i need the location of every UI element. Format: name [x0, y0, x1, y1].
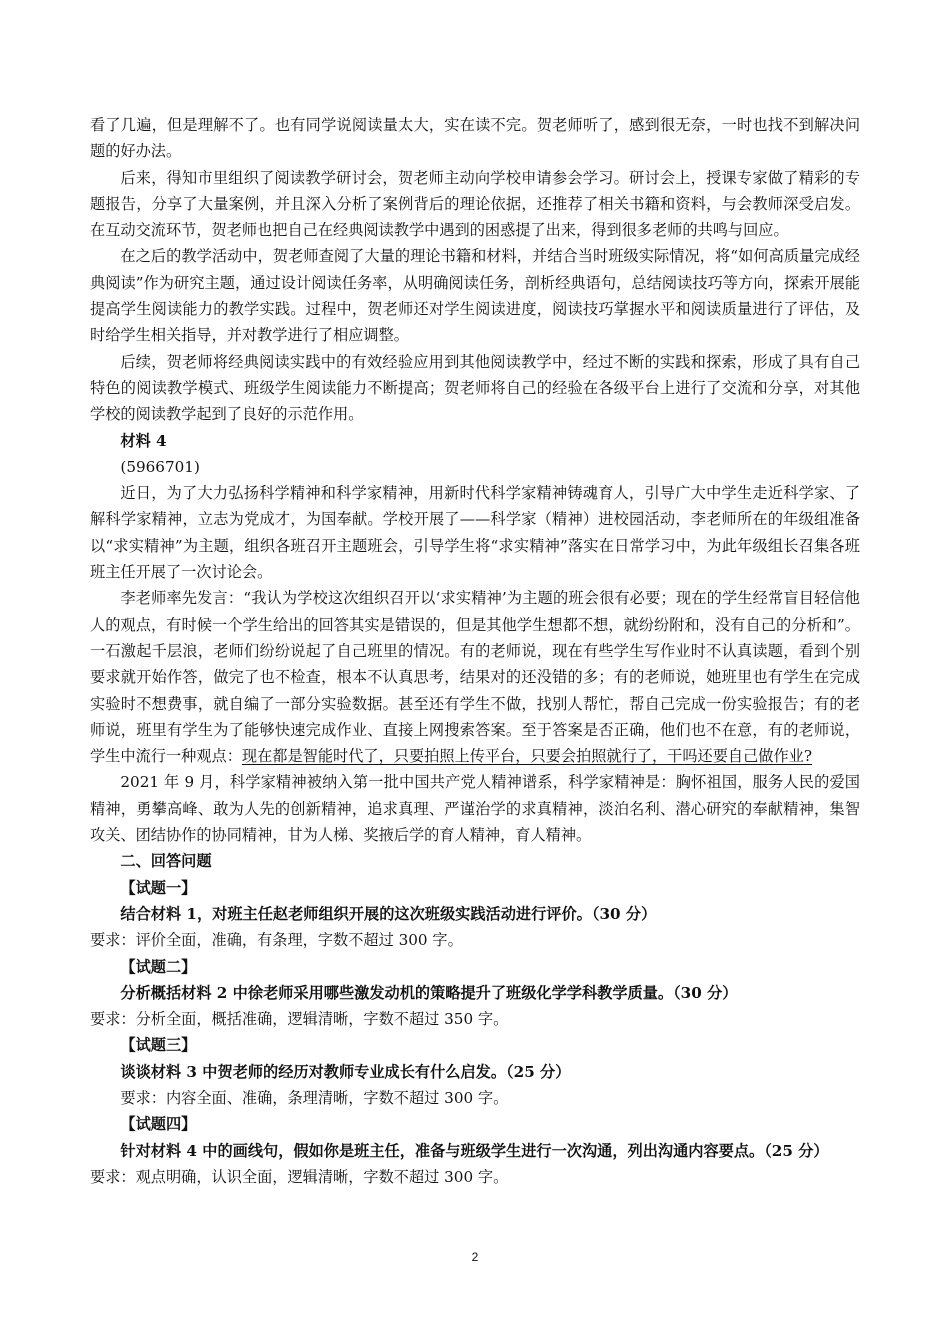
material4-heading: 材料 4 [120, 431, 167, 450]
material4-paragraph-2 [90, 585, 860, 769]
question-4-text: 针对材料 4 中的画线句，假如你是班主任，准备与班级学生进行一次沟通，列出沟通内容要点。（25 分） [120, 1141, 829, 1160]
question-2-text: 分析概括材料 2 中徐老师采用哪些激发动机的策略提升了班级化学学科教学质量。（30 分） [120, 983, 738, 1002]
question-4-requirement: 要求：观点明确，认识全面，逻辑清晰，字数不超过 300 字。 [90, 1167, 509, 1186]
material3-paragraph-2: 在之后的教学活动中，贺老师查阅了大量的理论书籍和材料，并结合当时班级实际情况，将“如何高质量完成经典阅读”作为研究主题，通过设计阅读任务率，从明确阅读任务，剖析经典语句，总结阅读技巧等方向，探索开展能提高学生阅读能力的教学实践。过程中，贺老师还对学生阅读进度，阅读技巧掌握水平和阅读质量进行了评估，及时给学生相关指导，并对教学进行了相应调整。 [90, 247, 860, 345]
question-1-requirement: 要求：评价全面，准确，有条理，字数不超过 300 字。 [90, 931, 463, 950]
material4-paragraph-2-text: 李老师率先发言：“我认为学校这次组织召开以‘求实精神’为主题的班会很有必要；现在的学生经常盲目轻信他人的观点，有时候一个学生给出的回答其实是错误的，但是其他学生想都不想，就纷纷附和，没有自己的分析和”。一石激起千层浪，老师们纷纷说起了自己班里的情况。有的老师说，现在有些学生写作业时不认真读题，看到个别要求就开始作答，做完了也不检查，根本不认真思考，结果对的还没错的多；有的老师说，她班里也有学生在完成实验时不想费事，就自编了一部分实验数据。甚至还有学生不做，找别人帮忙，帮自己完成一份实验报告；有的老师说，班里有学生为了能够快速完成作业、直接上网搜索答案。至于答案是否正确，他们也不在意，有的老师说，学生中流行一种观点： [90, 589, 860, 766]
material3-paragraph-1: 后来，得知市里组织了阅读教学研讨会，贺老师主动向学校申请参会学习。研讨会上，授课专家做了精彩的专题报告，分享了大量案例，并且深入分析了案例背后的理论依据，还推荐了相关书籍和资料，与会教师深受启发。在互动交流环节，贺老师也把自己在经典阅读教学中遇到的困惑提了出来，得到很多老师的共鸣与回应。 [90, 168, 860, 240]
page-number: 2 [471, 1250, 479, 1264]
material3-paragraph-3: 后续，贺老师将经典阅读实践中的有效经验应用到其他阅读教学中，经过不断的实践和探索，形成了具有自己特色的阅读教学模式、班级学生阅读能力不断提高；贺老师将自己的经验在各级平台上进行了交流和分享，对其他学校的阅读教学起到了良好的示范作用。 [90, 352, 860, 424]
question-1-text: 结合材料 1，对班主任赵老师组织开展的这次班级实践活动进行评价。（30 分） [120, 904, 657, 923]
question-3-label: 【试题三】 [120, 1036, 197, 1055]
question-2-requirement: 要求：分析全面，概括准确，逻辑清晰，字数不超过 350 字。 [90, 1010, 509, 1029]
question-4-label: 【试题四】 [120, 1115, 197, 1134]
underlined-sentence: 现在都是智能时代了，只要拍照上传平台，只要会拍照就行了，干吗还要自己做作业? [241, 747, 812, 766]
question-3-requirement: 要求：内容全面、准确，条理清晰，字数不超过 300 字。 [120, 1088, 509, 1107]
material4-code: (5966701) [120, 457, 200, 476]
section-heading: 二、回答问题 [120, 852, 212, 871]
material4-paragraph-3: 2021 年 9 月，科学家精神被纳入第一批中国共产党人精神谱系，科学家精神是：胸怀祖国，服务人民的爱国精神，勇攀高峰、敢为人先的创新精神，追求真理、严谨治学的求真精神，淡泊名利、潜心研究的奉献精神，集智攻关、团结协作的协同精神，甘为人梯、奖掖后学的育人精神，育人精神。 [90, 773, 860, 845]
question-2-label: 【试题二】 [120, 957, 197, 976]
question-1-label: 【试题一】 [120, 878, 197, 897]
question-3-text: 谈谈材料 3 中贺老师的经历对教师专业成长有什么启发。（25 分） [120, 1062, 571, 1081]
material4-paragraph-1: 近日，为了大力弘扬科学精神和科学家精神，用新时代科学家精神铸魂育人，引导广大中学生走近科学家、了解科学家精神，立志为党成才，为国奉献。学校开展了——科学家（精神）进校园活动，李老师所在的年级组准备以“求实精神”为主题，组织各班召开主题班会，引导学生将“求实精神”落实在日常学习中，为此年级组长召集各班班主任开展了一次讨论会。 [90, 484, 860, 582]
document-page [90, 112, 860, 1190]
material3-paragraph-continued: 看了几遍，但是理解不了。也有同学说阅读量太大，实在读不完。贺老师听了，感到很无奈，一时也找不到解决问题的好办法。 [90, 116, 860, 161]
